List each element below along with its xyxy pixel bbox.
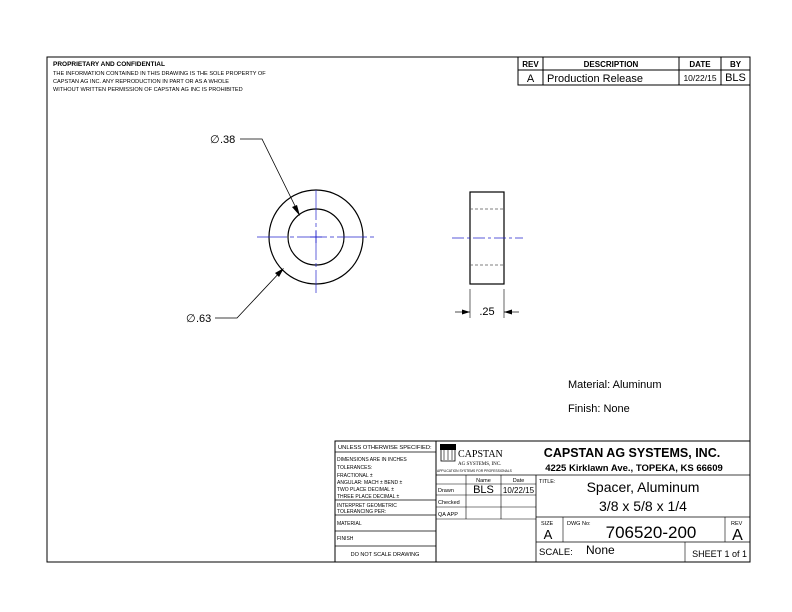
three-place-label: THREE PLACE DECIMAL ± [337, 494, 400, 500]
description-header: DESCRIPTION [583, 60, 639, 69]
checked-label: Checked [438, 500, 460, 506]
revision-table [518, 57, 750, 85]
drawn-date: 10/22/15 [502, 486, 535, 495]
rev-header: REV [522, 60, 539, 69]
material-label: MATERIAL [337, 521, 362, 527]
company-address: 4225 Kirklawn Ave., TOPEKA, KS 66609 [545, 463, 723, 474]
material-note: Material: Aluminum [568, 379, 662, 391]
finish-note: Finish: None [568, 403, 630, 415]
company-logo [437, 444, 513, 473]
tolerance-header: UNLESS OTHERWISE SPECIFIED: [338, 445, 432, 451]
scale-value: None [586, 543, 615, 557]
company-name: CAPSTAN AG SYSTEMS, INC. [543, 446, 721, 460]
thickness-value: .25 [479, 306, 495, 318]
outer-diameter-value: .63 [196, 313, 212, 325]
finish-label: FINISH [337, 536, 354, 542]
drawn-label: Drawn [438, 488, 454, 494]
qa-label: QA APP [438, 512, 458, 518]
title-block [335, 441, 750, 562]
dwg-label: DWG No: [567, 521, 591, 527]
title-label: TITLE: [539, 479, 556, 485]
interpret-line-1: INTERPRET GEOMETRIC [337, 503, 397, 509]
diameter-symbol: ∅ [186, 313, 196, 325]
revision-row-description: Production Release [547, 73, 644, 85]
logo-name: CAPSTAN [458, 449, 503, 460]
logo-tag: APPLICATION SYSTEMS FOR PROFESSIONALS [437, 469, 512, 473]
angular-label: ANGULAR: MACH ± BEND ± [337, 480, 403, 486]
thickness-dimension [455, 289, 519, 318]
sheet-count: SHEET 1 of 1 [692, 549, 747, 559]
size-label: SIZE [541, 521, 554, 527]
rev-label: REV [731, 521, 743, 527]
fractional-label: FRACTIONAL ± [337, 473, 373, 479]
tolerances-label: TOLERANCES: [337, 465, 373, 471]
date-header-drawn: Date [512, 478, 525, 484]
diameter-symbol: ∅ [210, 134, 220, 146]
notice-line-1: THE INFORMATION CONTAINED IN THIS DRAWING IS THE SOLE PROPERTY OF [53, 71, 266, 77]
revision-row-date: 10/22/15 [683, 73, 717, 83]
notice-line-3: WITHOUT WRITTEN PERMISSION OF CAPSTAN AG INC IS PROHIBITED [53, 87, 243, 93]
by-header: BY [729, 60, 742, 69]
rev-value: A [732, 527, 743, 544]
notice-heading: PROPRIETARY AND CONFIDENTIAL [53, 61, 165, 68]
date-header: DATE [689, 60, 711, 69]
inner-diameter-value: .38 [220, 134, 236, 146]
do-not-scale: DO NOT SCALE DRAWING [350, 552, 420, 558]
logo-sub: AG SYSTEMS, INC. [458, 462, 502, 467]
title-line-1: Spacer, Aluminum [586, 479, 700, 495]
revision-row-by: BLS [725, 72, 746, 84]
two-place-label: TWO PLACE DECIMAL ± [337, 487, 395, 493]
name-header: Name [476, 478, 491, 484]
revision-row-rev: A [526, 73, 535, 85]
drawn-name: BLS [473, 484, 494, 496]
title-line-2: 3/8 x 5/8 x 1/4 [599, 498, 687, 514]
interpret-line-2: TOLERANCING PER: [337, 509, 387, 515]
side-view [452, 192, 523, 284]
inner-diameter-callout [210, 134, 300, 216]
dwg-number: 706520-200 [605, 523, 697, 542]
notice-line-2: CAPSTAN AG INC. ANY REPRODUCTION IN PART OR AS A WHOLE [53, 79, 230, 85]
size-value: A [543, 527, 553, 542]
dims-in-inches: DIMENSIONS ARE IN INCHES [337, 457, 407, 463]
scale-label: SCALE: [539, 547, 573, 558]
outer-diameter-callout [186, 268, 284, 325]
